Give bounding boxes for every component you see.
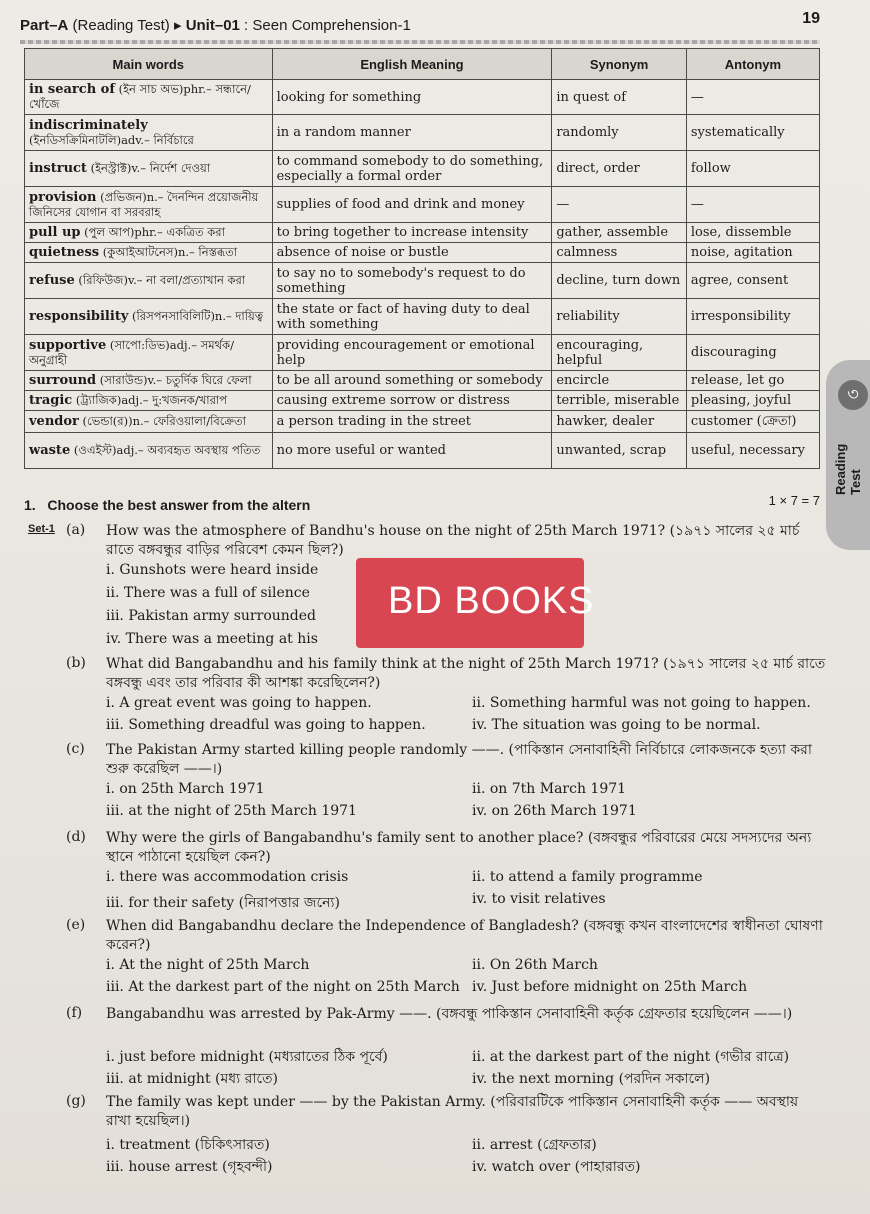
question-letter: (g) [66,1093,86,1109]
antonym-cell: useful, necessary [686,433,819,469]
answer-option: i. on 25th March 1971 [106,781,265,797]
antonym-cell: agree, consent [686,263,819,299]
answer-option: ii. Something harmful was not going to happen. [472,695,811,711]
main-word-cell: responsibility (রিসপনসাবিলিটি)n.– দায়িত্ব [25,299,273,335]
synonym-cell: — [552,187,687,223]
question-text: Why were the girls of Bangabandhu's family sent to another place? (বঙ্গবন্ধুর পরিবারের মেয়ে সদস্যদের অন্য স্থানে পাঠানো হয়েছিল কেন?) [106,830,812,865]
table-row [25,371,820,391]
question-text: The Pakistan Army started killing people randomly ——. (পাকিস্তান সেনাবাহিনী নির্বিচারে লোকজনকে হত্যা করা শুরু করেছিল ——।) [106,742,812,777]
side-tab-label: Reading Test [833,443,863,495]
table-row [25,411,820,433]
main-word-cell: in search of (ইন সাচ অভ)phr.– সন্ধানে/খোঁজে [25,80,273,115]
table-row [25,335,820,371]
answer-option: ii. to attend a family programme [472,869,703,885]
question-text: What did Bangabandhu and his family think at the night of 25th March 1971? (১৯৭১ সালের ২৫ মার্চ রাতে বঙ্গবন্ধু এবং তার পরিবার কী আশঙ্কা করেছিলেন?) [106,656,826,691]
question-letter: (c) [66,741,85,757]
main-word-cell: vendor (ভেন্ডা(র))n.– ফেরিওয়ালা/বিক্রেতা [25,411,273,433]
antonym-cell: follow [686,151,819,187]
main-word-cell: quietness (কুআইআটনেস)n.– নিস্তব্ধতা [25,243,273,263]
meaning-cell: providing encouragement or emotional help [272,335,552,371]
synonym-cell: direct, order [552,151,687,187]
question-letter: (e) [66,917,86,933]
answer-option: ii. On 26th March [472,957,598,973]
meaning-cell: supplies of food and drink and money [272,187,552,223]
table-row [25,263,820,299]
synonym-cell: terrible, miserable [552,391,687,411]
table-row [25,151,820,187]
section-heading: 1. Choose the best answer from the altern [24,497,311,513]
column-header: Antonym [686,49,819,80]
antonym-cell: release, let go [686,371,819,391]
table-row [25,391,820,411]
synonym-cell: reliability [552,299,687,335]
answer-option: i. there was accommodation crisis [106,869,349,885]
main-word-cell: tragic (ট্র্যাজিক)adj.– দু:খজনক/খারাপ [25,391,273,411]
answer-option: ii. There was a full of silence [106,585,310,601]
main-word-cell: pull up (পুল আপ)phr.– একত্রিত করা [25,223,273,243]
main-word-cell: surround (সারাউন্ড)v.– চতুর্দিক ঘিরে ফেলা [25,371,273,391]
synonym-cell: in quest of [552,80,687,115]
meaning-cell: to command somebody to do something, especially a formal order [272,151,552,187]
question-text: How was the atmosphere of Bandhu's house on the night of 25th March 1971? (১৯৭১ সালের ২৫ মার্চ রাতে বঙ্গবন্ধুর বাড়ির পরিবেশ কেমন ছিল?) [106,523,800,558]
answer-option: i. Gunshots were heard inside [106,562,319,578]
antonym-cell: customer (ক্রেতা) [686,411,819,433]
main-word-cell: supportive (সাপো:ডিভ)adj.– সমর্থক/অনুগ্রাহী [25,335,273,371]
synonym-cell: gather, assemble [552,223,687,243]
answer-option: iii. At the darkest part of the night on 25th March [106,979,460,995]
synonym-cell: hawker, dealer [552,411,687,433]
page-number: 19 [802,10,820,27]
answer-option: ii. on 7th March 1971 [472,781,627,797]
table-row [25,243,820,263]
meaning-cell: a person trading in the street [272,411,552,433]
meaning-cell: no more useful or wanted [272,433,552,469]
answer-option: iii. Something dreadful was going to happen. [106,717,426,733]
synonym-cell: unwanted, scrap [552,433,687,469]
answer-option: iii. at midnight (মধ্য রাতে) [106,1071,278,1087]
marks-label: 1 × 7 = 7 [768,493,820,508]
table-row [25,433,820,469]
meaning-cell: in a random manner [272,115,552,151]
antonym-cell: pleasing, joyful [686,391,819,411]
meaning-cell: looking for something [272,80,552,115]
question-letter: (d) [66,829,86,845]
antonym-cell: lose, dissemble [686,223,819,243]
synonym-cell: encircle [552,371,687,391]
side-tab-number: ৩ [838,380,868,410]
answer-option: i. A great event was going to happen. [106,695,372,711]
antonym-cell: irresponsibility [686,299,819,335]
answer-option: iv. watch over (পাহারারত) [472,1159,641,1175]
answer-option: iv. There was a meeting at his [106,631,318,647]
synonym-cell: calmness [552,243,687,263]
antonym-cell: discouraging [686,335,819,371]
arrow-icon: ▸ [173,17,182,34]
meaning-cell: to say no to somebody's request to do something [272,263,552,299]
answer-option: iii. house arrest (গৃহবন্দী) [106,1159,273,1175]
meaning-cell: causing extreme sorrow or distress [272,391,552,411]
main-word-cell: waste (ওএইস্ট)adj.– অব্যবহৃত অবস্থায় পতিত [25,433,273,469]
synonym-cell: encouraging, helpful [552,335,687,371]
table-header-row [25,49,820,80]
answer-option: iii. for their safety (নিরাপত্তার জন্যে) [106,895,340,911]
question-text: When did Bangabandhu declare the Independence of Bangladesh? (বঙ্গবন্ধু কখন বাংলাদেশের স্বাধীনতা ঘোষণা করেন?) [106,918,823,953]
column-header: Synonym [552,49,687,80]
table-row [25,299,820,335]
answer-option: iv. Just before midnight on 25th March [472,979,748,995]
main-word-cell: refuse (রিফিউজ)v.– না বলা/প্রত্যাখান করা [25,263,273,299]
vocabulary-table [24,48,820,469]
main-word-cell: instruct (ইনস্ট্রাক্ট)v.– নির্দেশ দেওয়া [25,151,273,187]
question-letter: (a) [66,522,86,538]
watermark-text: BD BOOKS [388,580,595,622]
question-letter: (f) [66,1005,83,1021]
meaning-cell: absence of noise or bustle [272,243,552,263]
answer-option: iv. on 26th March 1971 [472,803,637,819]
antonym-cell: noise, agitation [686,243,819,263]
answer-option: ii. arrest (গ্রেফতার) [472,1137,597,1153]
meaning-cell: the state or fact of having duty to deal with something [272,299,552,335]
question-text: The family was kept under —— by the Pakistan Army. (পরিবারটিকে পাকিস্তান সেনাবাহিনী কর্তৃক —— অবস্থায় রাখা হয়েছিল।) [106,1094,799,1129]
table-row [25,80,820,115]
header-title: Part–A (Reading Test) ▸ Unit–01 : Seen Comprehension-1 [20,17,411,34]
column-header: Main words [25,49,273,80]
meaning-cell: to be all around something or somebody [272,371,552,391]
answer-option: iv. to visit relatives [472,891,606,907]
synonym-cell: randomly [552,115,687,151]
answer-option: i. treatment (চিকিৎসারত) [106,1137,270,1153]
antonym-cell: systematically [686,115,819,151]
antonym-cell: — [686,80,819,115]
answer-option: i. just before midnight (মধ্যরাতের ঠিক পূর্বে) [106,1049,388,1065]
meaning-cell: to bring together to increase intensity [272,223,552,243]
table-row [25,223,820,243]
synonym-cell: decline, turn down [552,263,687,299]
answer-option: i. At the night of 25th March [106,957,310,973]
column-header: English Meaning [272,49,552,80]
answer-option: ii. at the darkest part of the night (গভীর রাত্রে) [472,1049,790,1065]
main-word-cell: provision (প্রভিজন)n.– দৈনন্দিন প্রয়োজনীয় জিনিসের যোগান বা সরবরাহ [25,187,273,223]
table-row [25,187,820,223]
question-letter: (b) [66,655,86,671]
decorative-rule [20,40,820,44]
question-text: Bangabandhu was arrested by Pak-Army ——. (বঙ্গবন্ধু পাকিস্তান সেনাবাহিনী কর্তৃক গ্রেফতার হয়েছিলেন ——।) [106,1006,793,1022]
main-word-cell: indiscriminately (ইনডিসক্রিমিনাটলি)adv.– নির্বিচারে [25,115,273,151]
answer-option: iii. at the night of 25th March 1971 [106,803,357,819]
set-label: Set-1 [28,523,55,535]
answer-option: iv. the next morning (পরদিন সকালে) [472,1071,711,1087]
antonym-cell: — [686,187,819,223]
table-row [25,115,820,151]
answer-option: iv. The situation was going to be normal. [472,717,761,733]
answer-option: iii. Pakistan army surrounded [106,608,316,624]
